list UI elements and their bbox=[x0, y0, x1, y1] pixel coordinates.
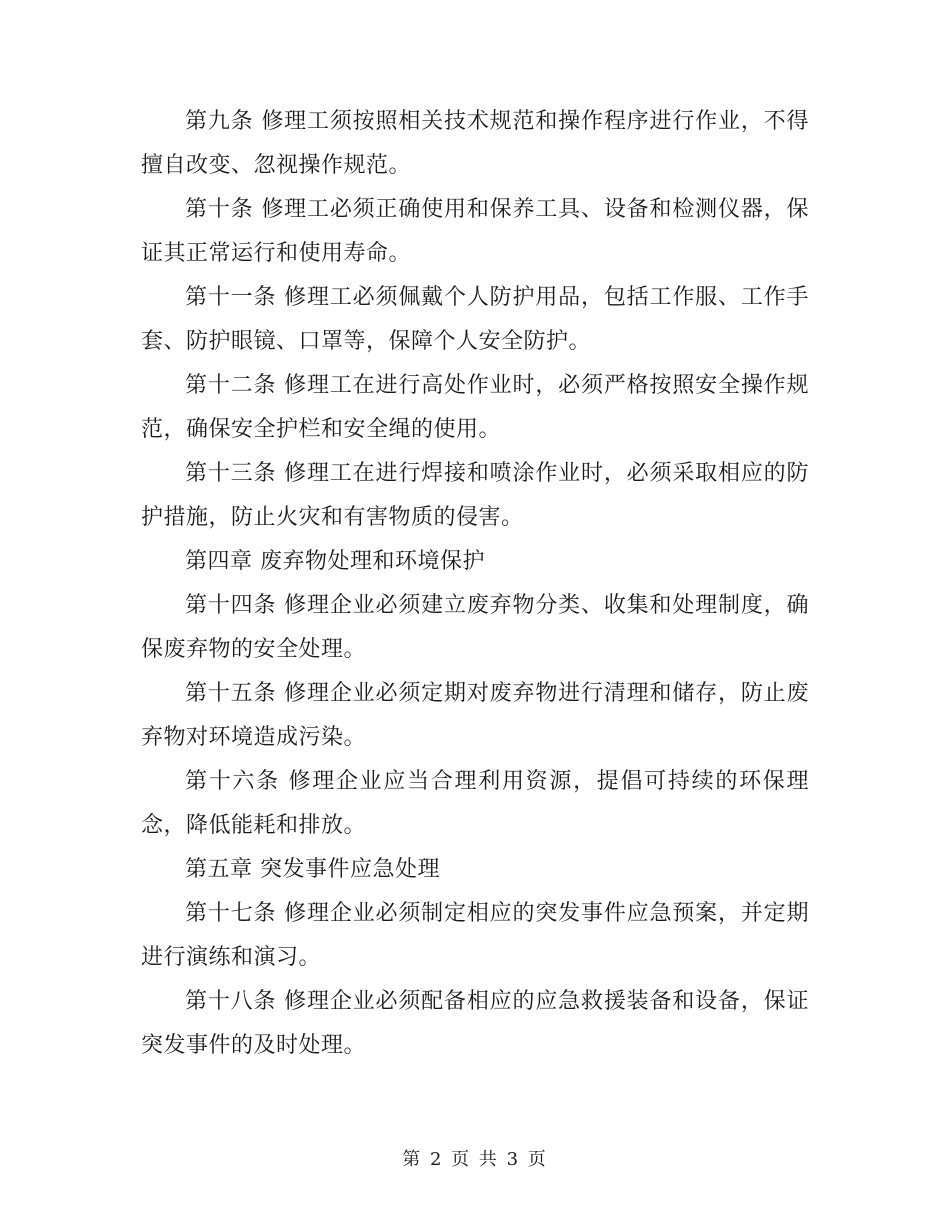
article-13: 第十三条 修理工在进行焊接和喷涂作业时，必须采取相应的防护措施，防止火灾和有害物质的侵害。 bbox=[141, 461, 809, 530]
article-17: 第十七条 修理企业必须制定相应的突发事件应急预案，并定期进行演练和演习。 bbox=[141, 901, 809, 970]
article-15: 第十五条 修理企业必须定期对废弃物进行清理和储存，防止废弃物对环境造成污染。 bbox=[141, 681, 809, 750]
document-body bbox=[141, 100, 809, 1068]
article-14: 第十四条 修理企业必须建立废弃物分类、收集和处理制度，确保废弃物的安全处理。 bbox=[141, 593, 809, 662]
chapter-5-heading: 第五章 突发事件应急处理 bbox=[185, 857, 440, 882]
article-9: 第九条 修理工须按照相关技术规范和操作程序进行作业，不得擅自改变、忽视操作规范。 bbox=[141, 109, 809, 178]
page-number-footer: 第 2 页 共 3 页 bbox=[402, 1149, 548, 1170]
article-11: 第十一条 修理工必须佩戴个人防护用品，包括工作服、工作手套、防护眼镜、口罩等，保障个人安全防护。 bbox=[141, 285, 809, 354]
article-16: 第十六条 修理企业应当合理利用资源，提倡可持续的环保理念，降低能耗和排放。 bbox=[141, 769, 809, 838]
article-12: 第十二条 修理工在进行高处作业时，必须严格按照安全操作规范，确保安全护栏和安全绳的使用。 bbox=[141, 373, 809, 442]
article-18: 第十八条 修理企业必须配备相应的应急救援装备和设备，保证突发事件的及时处理。 bbox=[141, 989, 809, 1058]
article-10: 第十条 修理工必须正确使用和保养工具、设备和检测仪器，保证其正常运行和使用寿命。 bbox=[141, 197, 809, 266]
chapter-4-heading: 第四章 废弃物处理和环境保护 bbox=[185, 549, 485, 574]
